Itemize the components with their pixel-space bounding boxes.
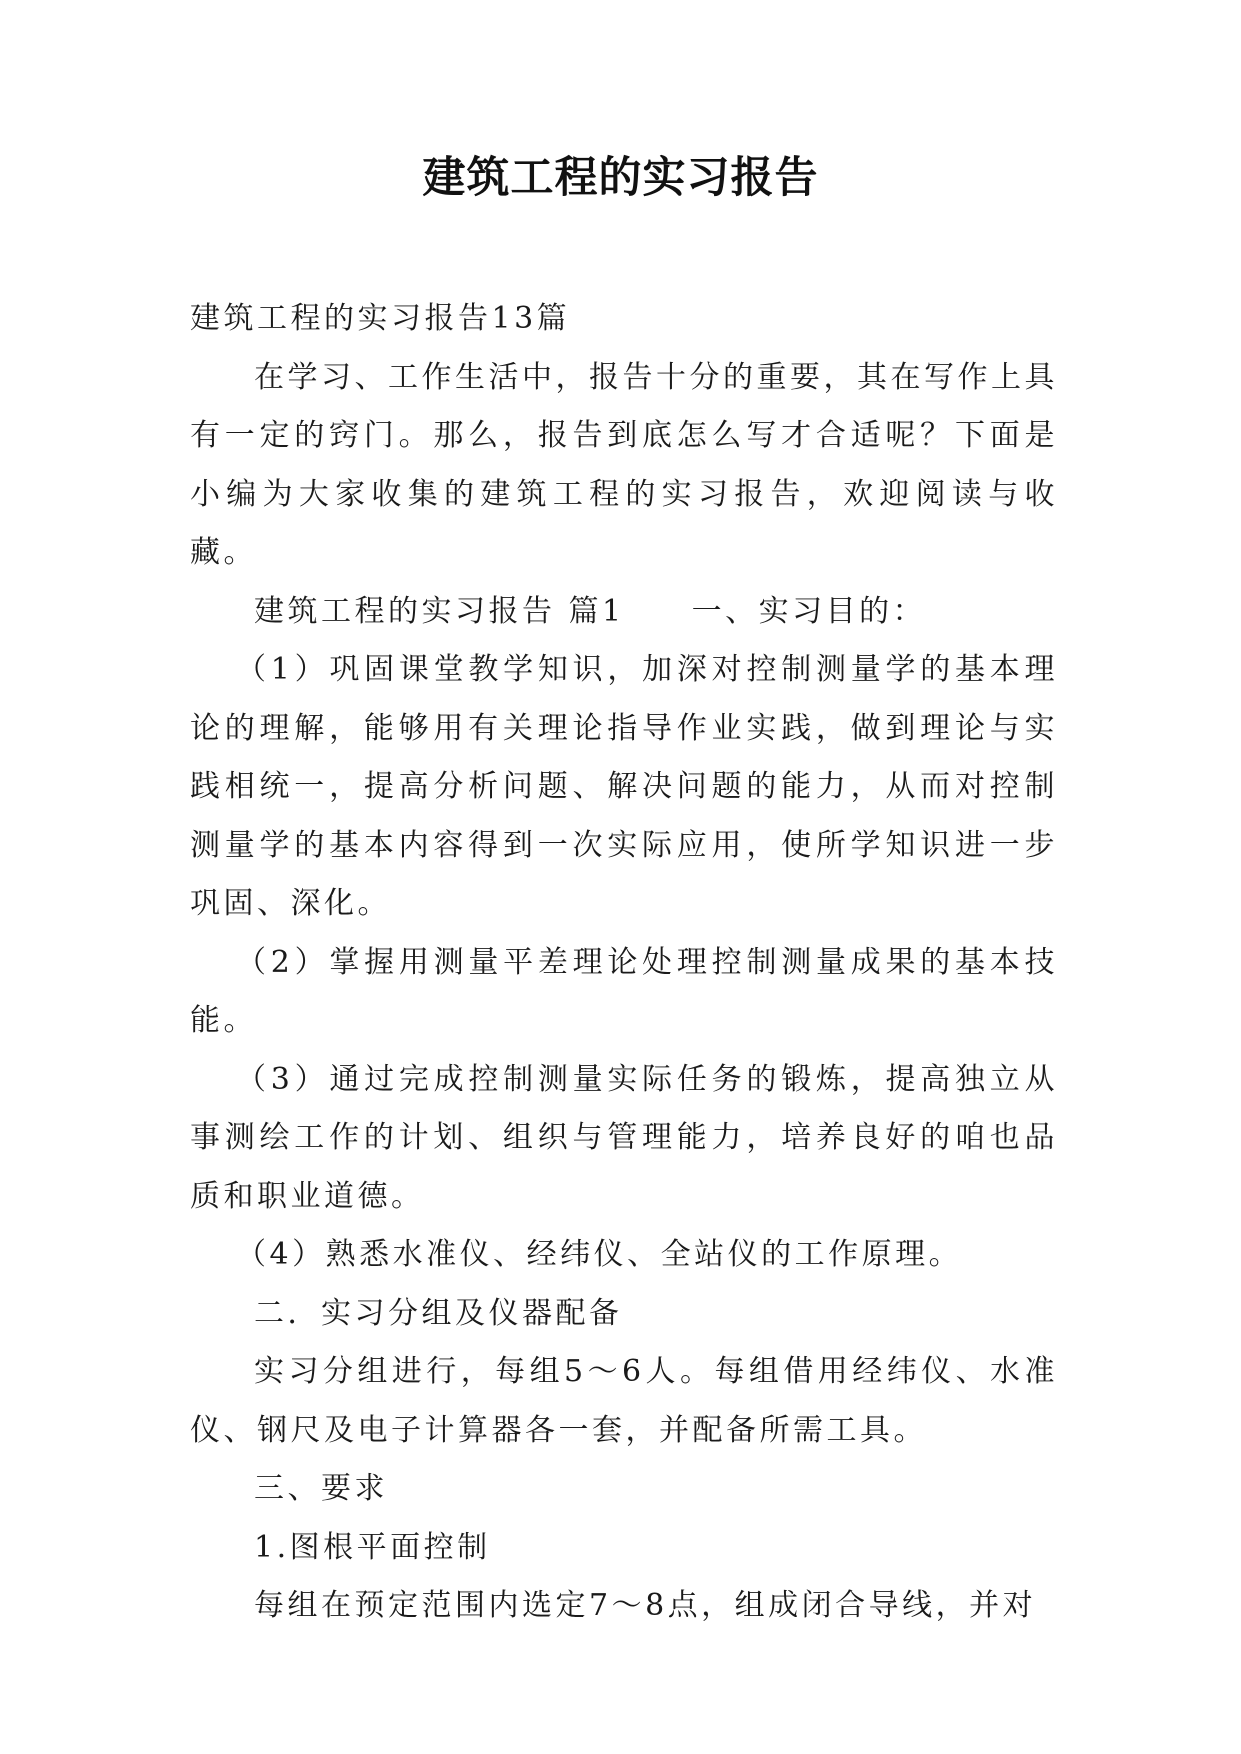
document-body [190, 290, 1058, 1636]
heading-plane-control: 1.图根平面控制 [254, 1529, 491, 1565]
document-subtitle: 建筑工程的实习报告13篇 [190, 301, 571, 336]
paragraph-objective-3: （3）通过完成控制测量实际任务的锻炼，提高独立从事测绘工作的计划、组织与管理能力，培养良好的咱也品质和职业道德。 [190, 1061, 1058, 1214]
heading-requirements: 三、要求 [254, 1471, 388, 1506]
paragraph-objective-1: （1）巩固课堂教学知识，加深对控制测量学的基本理论的理解，能够用有关理论指导作业实践，做到理论与实践相统一，提高分析问题、解决问题的能力，从而对控制测量学的基本内容得到一次实际应用，使所学知识进一步巩固、深化。 [190, 652, 1058, 921]
paragraph-plane-control: 每组在预定范围内选定7～8点，组成闭合导线，并对 [254, 1588, 1037, 1623]
paragraph-objective-2: （2）掌握用测量平差理论处理控制测量成果的基本技能。 [190, 944, 1058, 1038]
paragraph-section-heading: 建筑工程的实习报告 篇1 一、实习目的： [254, 593, 927, 629]
paragraph-objective-4: （4）熟悉水准仪、经纬仪、全站仪的工作原理。 [236, 1237, 963, 1272]
paragraph-intro: 在学习、工作生活中，报告十分的重要，其在写作上具有一定的窍门。那么，报告到底怎么写才合适呢？下面是小编为大家收集的建筑工程的实习报告，欢迎阅读与收藏。 [190, 359, 1058, 570]
document-title: 建筑工程的实习报告 [422, 153, 819, 203]
paragraph-grouping: 实习分组进行，每组5～6人。每组借用经纬仪、水准仪、钢尺及电子计算器各一套，并配备所需工具。 [190, 1354, 1058, 1448]
heading-grouping: 二．实习分组及仪器配备 [254, 1295, 623, 1331]
